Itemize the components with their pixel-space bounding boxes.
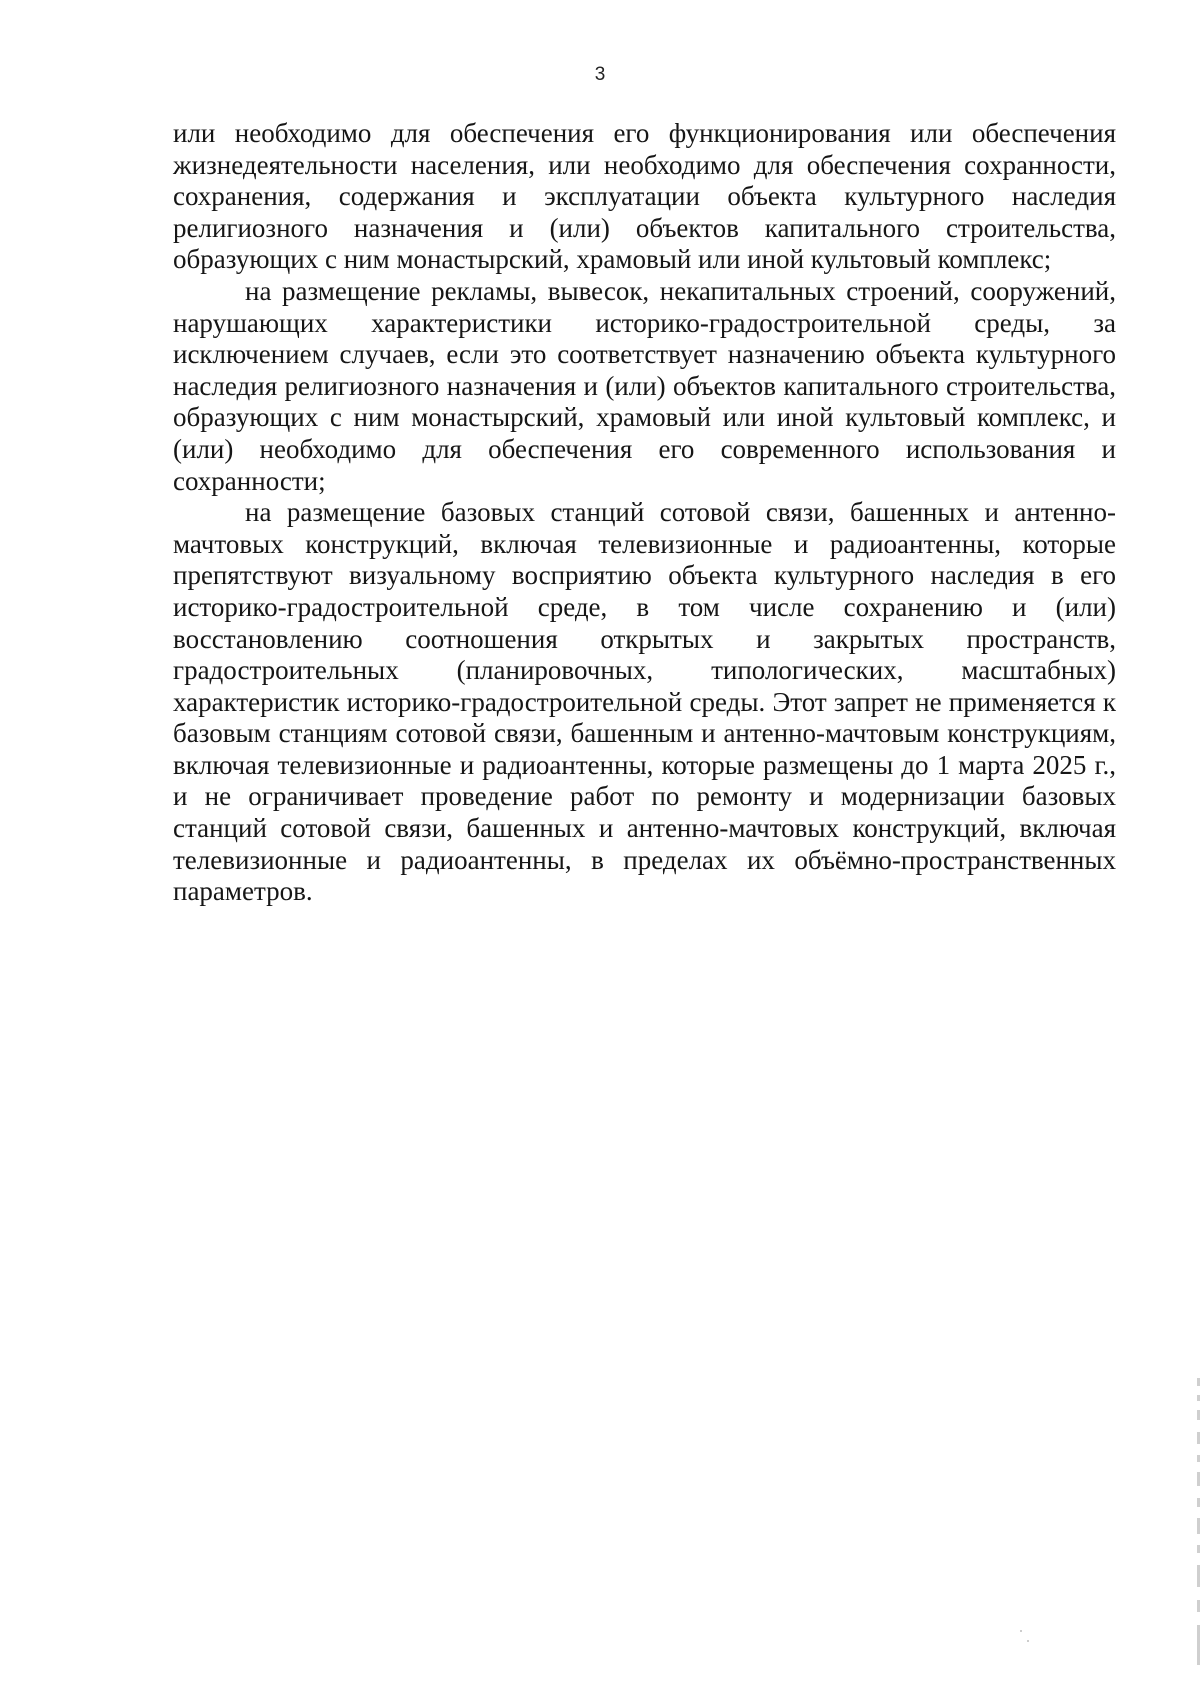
paragraph-continuation: или необходимо для обеспечения его функционирования или обеспечения жизнедеятельности населения, или необходимо для обеспечения сохранности, сохранения, содержания и эксплуатации объекта культурного наследия религиозного назначения и (или) объектов капитального строительства, образующих с ним монастырский, храмовый или иной культовый комплекс; xyxy=(173,118,1116,275)
paragraph-cellular-stations-ban: на размещение базовых станций сотовой связи, башенных и антенно-мачтовых конструкций, включая телевизионные и радиоантенны, которые препятствуют визуальному восприятию объекта культурного наследия в его историко-градостроительной среде, в том числе сохранению и (или) восстановлению соотношения открытых и закрытых пространств, градостроительных (планировочных, типологических, масштабных) характеристик историко-градостроительной среды. Этот запрет не применяется к базовым станциям сотовой связи, башенным и антенно-мачтовым конструкциям, включая телевизионные и радиоантенны, которые размещены до 1 марта 2025 г., и не ограничивает проведение работ по ремонту и модернизации базовых станций сотовой связи, башенных и антенно-мачтовых конструкций, включая телевизионные и радиоантенны, в пределах их объёмно-пространственных параметров. xyxy=(173,497,1116,907)
document-body xyxy=(173,118,1116,908)
scan-speck xyxy=(1027,1640,1029,1642)
scan-speck xyxy=(1020,1630,1022,1632)
paragraph-advertising-ban: на размещение рекламы, вывесок, некапитальных строений, сооружений, нарушающих характеристики историко-градостроительной среды, за исключением случаев, если это соответствует назначению объекта культурного наследия религиозного назначения и (или) объектов капитального строительства, образующих с ним монастырский, храмовый или иной культовый комплекс, и (или) необходимо для обеспечения его современного использования и сохранности; xyxy=(173,275,1116,496)
page-number: 3 xyxy=(594,64,606,85)
